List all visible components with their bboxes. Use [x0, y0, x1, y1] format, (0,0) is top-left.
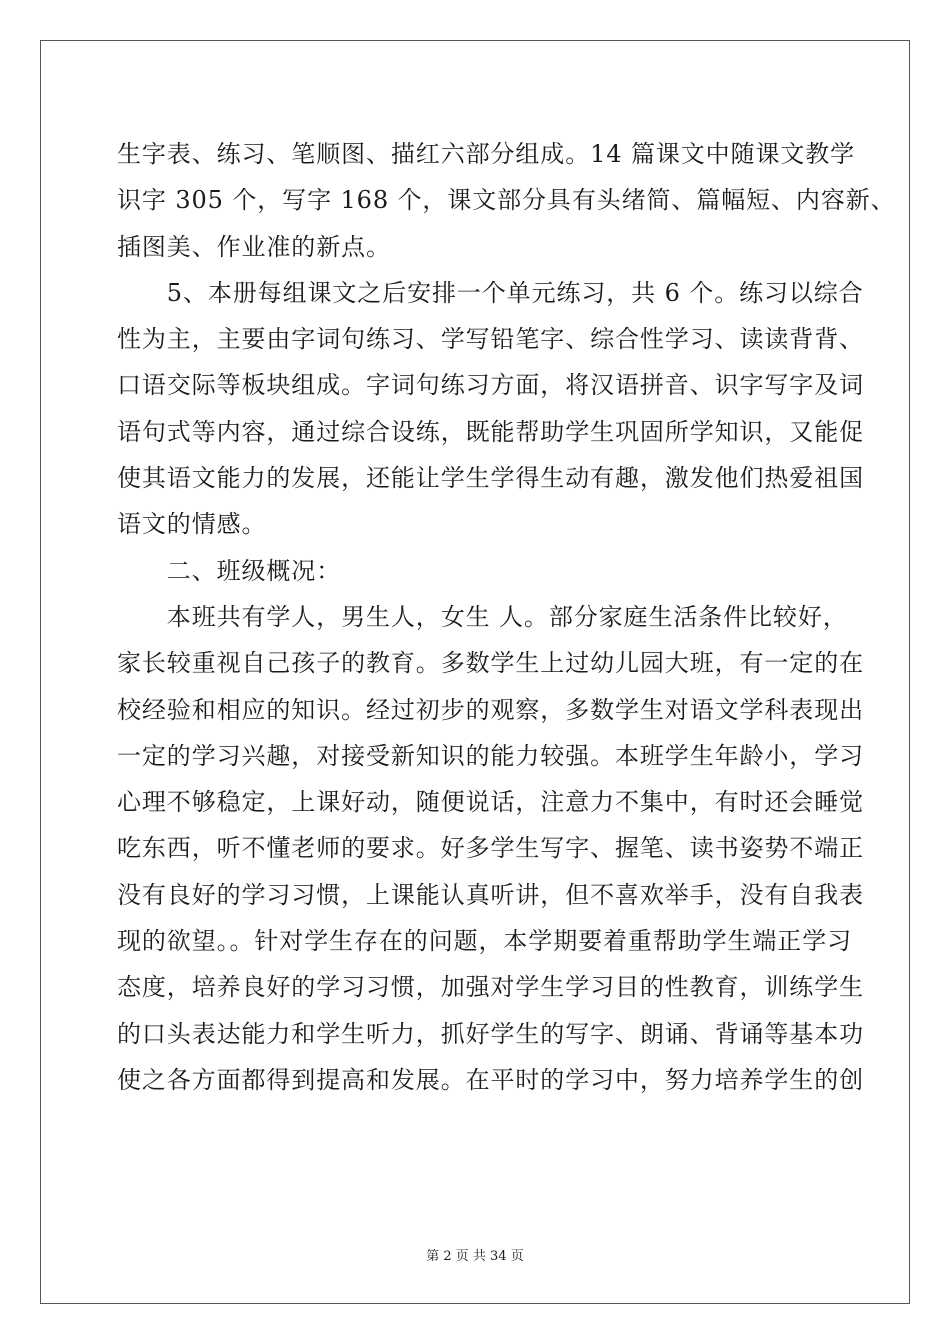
text-line: 现的欲望。。针对学生存在的问题，本学期要着重帮助学生端正学习 — [117, 927, 852, 956]
text-line: 校经验和相应的知识。经过初步的观察，多数学生对语文学科表现出 — [117, 695, 864, 724]
page-number: 第 2 页 共 34 页 — [426, 1249, 524, 1264]
section-heading: 二、班级概况： — [117, 556, 342, 585]
text-line: 口语交际等板块组成。字词句练习方面，将汉语拼音、识字写字及词 — [117, 371, 864, 400]
text-line: 没有良好的学习习惯，上课能认真听讲，但不喜欢举手，没有自我表 — [117, 880, 864, 909]
text-line: 态度，培养良好的学习习惯，加强对学生学习目的性教育，训练学生 — [117, 973, 864, 1002]
text-line: 插图美、作业准的新点。 — [117, 232, 391, 261]
text-line: 家长较重视自己孩子的教育。多数学生上过幼儿园大班，有一定的在 — [117, 649, 864, 678]
text-line: 性为主，主要由字词句练习、学写铅笔字、综合性学习、读读背背、 — [117, 325, 864, 354]
text-line: 使之各方面都得到提高和发展。在平时的学习中，努力培养学生的创 — [117, 1065, 864, 1094]
text-line: 一定的学习兴趣，对接受新知识的能力较强。本班学生年龄小，学习 — [117, 741, 864, 770]
text-line: 语文的情感。 — [117, 510, 267, 539]
text-line: 识字 305 个，写字 168 个，课文部分具有头绪简、篇幅短、内容新、 — [117, 186, 896, 215]
text-line: 使其语文能力的发展，还能让学生学得生动有趣，激发他们热爱祖国 — [117, 464, 864, 493]
text-line: 心理不够稳定，上课好动，随便说话，注意力不集中，有时还会睡觉 — [117, 788, 864, 817]
text-line: 吃东西，听不懂老师的要求。好多学生写字、握笔、读书姿势不端正 — [117, 834, 864, 863]
text-line: 生字表、练习、笔顺图、描红六部分组成。14 篇课文中随课文教学 — [117, 140, 856, 168]
text-line: 语句式等内容，通过综合设练，既能帮助学生巩固所学知识，又能促 — [117, 417, 864, 446]
document-body — [117, 131, 896, 1103]
text-line: 的口头表达能力和学生听力，抓好学生的写字、朗诵、背诵等基本功 — [117, 1019, 864, 1048]
text-line: 5、本册每组课文之后安排一个单元练习，共 6 个。练习以综合 — [117, 278, 864, 307]
text-line: 本班共有学人，男生人，女生 人。部分家庭生活条件比较好， — [117, 602, 848, 631]
